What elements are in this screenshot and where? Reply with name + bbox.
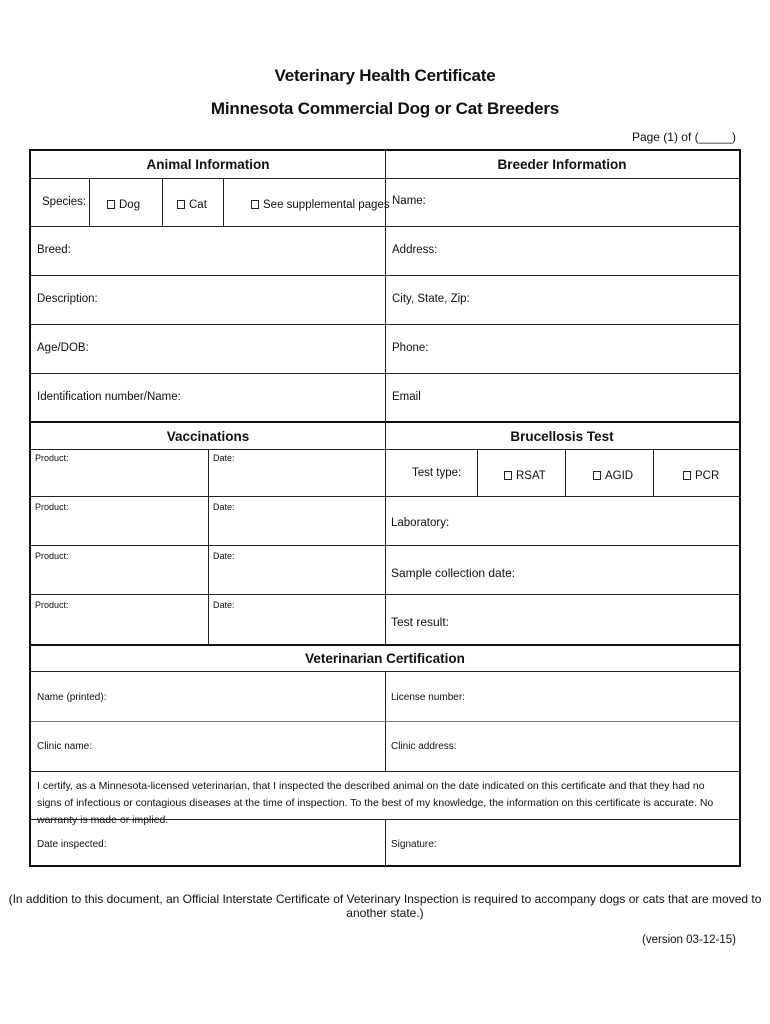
vaccine-date-2[interactable]: Date: bbox=[213, 502, 235, 512]
document-title: Veterinary Health Certificate bbox=[274, 66, 496, 85]
species-dog-option[interactable] bbox=[107, 199, 140, 211]
vaccine-product-2[interactable]: Product: bbox=[35, 502, 69, 512]
document-subtitle: Minnesota Commercial Dog or Cat Breeders bbox=[210, 99, 560, 118]
license-number-field[interactable]: License number: bbox=[391, 692, 465, 703]
breed-field[interactable]: Breed: bbox=[37, 244, 71, 256]
date-inspected-field[interactable]: Date inspected: bbox=[37, 839, 107, 850]
laboratory-field[interactable]: Laboratory: bbox=[391, 517, 450, 529]
test-result-field[interactable]: Test result: bbox=[391, 615, 450, 629]
species-supplemental-option[interactable] bbox=[251, 199, 390, 211]
test-agid-option[interactable] bbox=[593, 470, 633, 482]
breeder-name-field[interactable]: Name: bbox=[392, 195, 426, 207]
identification-field[interactable]: Identification number/Name: bbox=[37, 391, 181, 403]
species-cat-label: Cat bbox=[189, 199, 207, 211]
breeder-address-field[interactable]: Address: bbox=[392, 244, 438, 256]
sample-collection-date-field[interactable]: Sample collection date: bbox=[391, 566, 516, 580]
description-field[interactable]: Description: bbox=[37, 293, 98, 305]
certificate-form bbox=[29, 149, 741, 867]
checkbox-icon[interactable] bbox=[251, 200, 259, 209]
checkbox-icon[interactable] bbox=[504, 471, 512, 480]
clinic-address-field[interactable]: Clinic address: bbox=[391, 741, 457, 752]
checkbox-icon[interactable] bbox=[683, 471, 691, 480]
breeder-city-state-zip-field[interactable]: City, State, Zip: bbox=[392, 293, 470, 305]
species-supplemental-label: See supplemental pages bbox=[263, 199, 390, 211]
page-number: Page (1) of (_____) bbox=[631, 130, 736, 144]
species-label: Species: bbox=[42, 196, 87, 208]
vaccine-date-1[interactable]: Date: bbox=[213, 453, 235, 463]
breeder-phone-field[interactable]: Phone: bbox=[392, 342, 429, 354]
vaccine-date-3[interactable]: Date: bbox=[213, 551, 235, 561]
clinic-name-field[interactable]: Clinic name: bbox=[37, 741, 93, 752]
species-cat-option[interactable] bbox=[177, 199, 207, 211]
breeder-info-header: Breeder Information bbox=[497, 157, 627, 172]
vaccine-product-4[interactable]: Product: bbox=[35, 600, 69, 610]
vaccine-product-3[interactable]: Product: bbox=[35, 551, 69, 561]
test-pcr-option[interactable] bbox=[683, 470, 719, 482]
vaccine-date-4[interactable]: Date: bbox=[213, 600, 235, 610]
test-type-label: Test type: bbox=[412, 467, 462, 479]
signature-field[interactable]: Signature: bbox=[391, 839, 437, 850]
brucellosis-header: Brucellosis Test bbox=[510, 428, 614, 444]
vet-name-field[interactable]: Name (printed): bbox=[37, 692, 107, 703]
animal-info-header: Animal Information bbox=[146, 157, 270, 172]
checkbox-icon[interactable] bbox=[177, 200, 185, 209]
test-pcr-label: PCR bbox=[695, 470, 720, 482]
version-label: (version 03-12-15) bbox=[642, 934, 736, 946]
certification-statement: I certify, as a Minnesota-licensed veterinarian, that I inspected the described animal on the date indicated on this certificate and that they had no signs of infectious or contagious diseases at the time of inspection. To the best of my knowledge, the information on this certificate is accurate. No warranty is made or implied. bbox=[37, 780, 714, 826]
vet-certification-header: Veterinarian Certification bbox=[305, 651, 465, 666]
age-dob-field[interactable]: Age/DOB: bbox=[37, 342, 89, 354]
test-agid-label: AGID bbox=[605, 470, 634, 482]
test-rsat-label: RSAT bbox=[516, 470, 546, 482]
vaccine-product-1[interactable]: Product: bbox=[35, 453, 69, 463]
checkbox-icon[interactable] bbox=[107, 200, 115, 209]
breeder-email-field[interactable]: Email bbox=[392, 391, 421, 403]
footer-note: (In addition to this document, an Official Interstate Certificate of Veterinary Inspection is required to accompany dogs or cats that are moved to another state.) bbox=[8, 892, 762, 920]
vaccinations-header: Vaccinations bbox=[166, 428, 250, 444]
species-dog-label: Dog bbox=[119, 199, 141, 211]
test-rsat-option[interactable] bbox=[504, 470, 546, 482]
checkbox-icon[interactable] bbox=[593, 471, 601, 480]
